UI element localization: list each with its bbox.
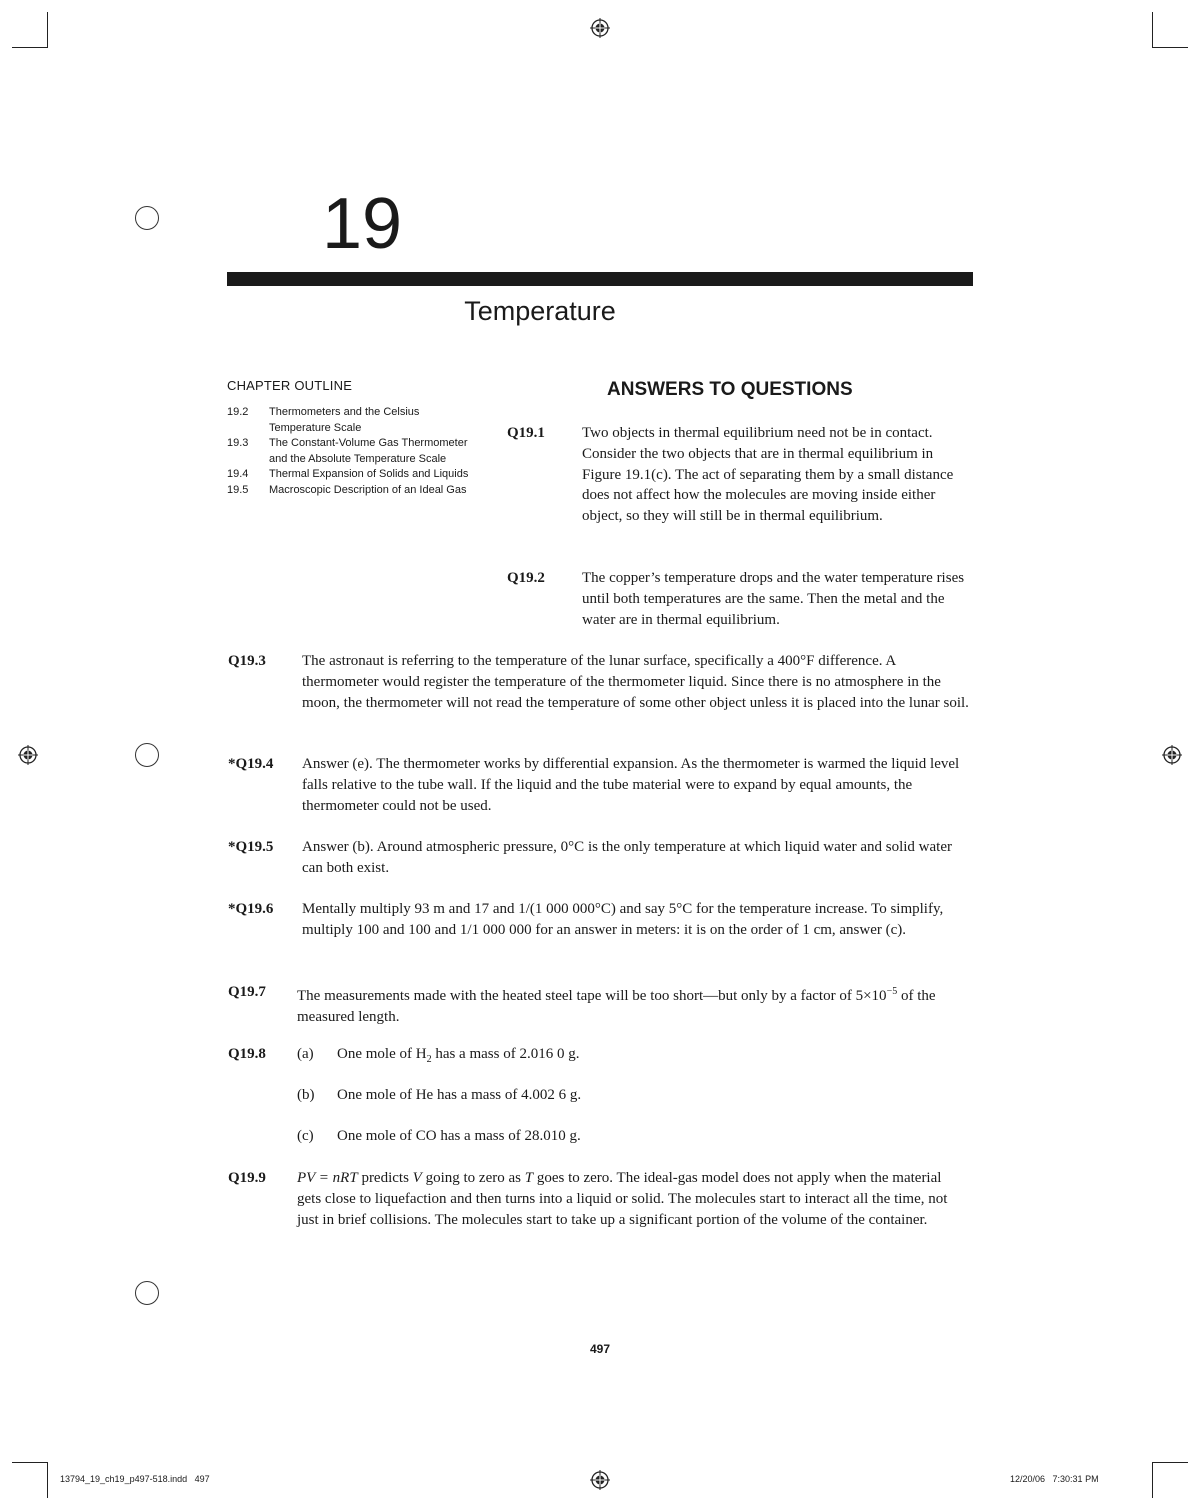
question-q19-8 — [228, 1044, 973, 1154]
outline-heading: CHAPTER OUTLINE — [227, 378, 353, 393]
outline-item-number: 19.2 — [227, 406, 249, 418]
crop-mark-top-right-h — [1152, 47, 1188, 48]
question-answer: Two objects in thermal equilibrium need not be in contact. Consider the two objects that are in thermal equilibrium in Figure 19.1(c). The act of separating them by a small distance does not affect how the molecules are moving inside either object, so they will still be in thermal equilibrium. — [582, 425, 954, 525]
question-id: Q19.2 — [507, 570, 545, 586]
question-id: *Q19.5 — [228, 839, 274, 855]
equation: PV = nRT — [297, 1170, 358, 1186]
registration-mark-bottom — [590, 1470, 610, 1490]
question-answer: The astronaut is referring to the temperature of the lunar surface, specifically a 400°F difference. A thermometer would register the temperature of the thermometer liquid. Since there is no atmosphere in the moon, the thermometer will not read the temperature of some other object unless it is placed into the lunar soil. — [302, 653, 969, 711]
crop-mark-top-left-v — [47, 12, 48, 48]
crop-mark-top-left-h — [12, 47, 48, 48]
variable-v: V — [412, 1170, 422, 1186]
crop-mark-bottom-left-h — [12, 1462, 48, 1463]
answers-heading: ANSWERS TO QUESTIONS — [607, 379, 853, 400]
question-id: Q19.8 — [228, 1046, 266, 1062]
print-slug-filename: 13794_19_ch19_p497-518.indd 497 — [60, 1474, 210, 1484]
question-id: Q19.7 — [228, 984, 266, 1000]
chapter-rule — [227, 272, 973, 286]
outline-item — [227, 467, 477, 483]
part-label: (b) — [297, 1087, 315, 1103]
chapter-number: 19 — [322, 184, 403, 264]
crop-mark-top-right-v — [1152, 12, 1153, 48]
answer-text-end: of the measured length. — [297, 988, 936, 1025]
question-answer: Answer (b). Around atmospheric pressure, 0°C is the only temperature at which liquid water and solid water can both exist. — [302, 839, 952, 876]
outline-item-title: Thermometers and the Celsius Temperature Scale — [269, 406, 420, 434]
question-answer — [297, 1168, 961, 1230]
answer-text: The measurements made with the heated steel tape will be too short—but only by a factor of — [297, 988, 852, 1004]
registration-mark-top — [590, 18, 610, 38]
question-answer: Answer (e). The thermometer works by differential expansion. As the thermometer is warmed the liquid level falls relative to the tube wall. If the liquid and the tube material were to expand by equal amounts, the thermometer could not be used. — [302, 756, 960, 814]
question-id: Q19.9 — [228, 1170, 266, 1186]
question-answer: The copper’s temperature drops and the water temperature rises until both temperatures are the same. Then the metal and the water are in thermal equilibrium. — [582, 570, 965, 628]
crop-mark-bottom-right-v — [1152, 1462, 1153, 1498]
answer-text: predicts — [357, 1170, 413, 1186]
part-text-main: One mole of H — [337, 1046, 427, 1062]
part-text — [337, 1044, 579, 1071]
page-number: 497 — [589, 1342, 611, 1356]
outline-item — [227, 483, 477, 499]
outline-item-title: The Constant-Volume Gas Thermometer and the Absolute Temperature Scale — [269, 437, 468, 465]
chapter-outline — [227, 378, 477, 498]
variable-t: T — [524, 1170, 534, 1186]
punch-hole-top — [135, 206, 159, 230]
outline-item — [227, 436, 477, 467]
registration-mark-right — [1162, 745, 1182, 765]
registration-mark-left — [18, 745, 38, 765]
part-text-end: has a mass of 2.016 0 g. — [431, 1046, 580, 1062]
outline-item-number: 19.4 — [227, 468, 249, 480]
outline-item-number: 19.3 — [227, 437, 249, 449]
question-id: *Q19.6 — [228, 901, 274, 917]
outline-item-title: Macroscopic Description of an Ideal Gas — [269, 483, 467, 496]
question-id: Q19.3 — [228, 653, 266, 669]
outline-item-number: 19.5 — [227, 483, 249, 496]
part-text: One mole of CO has a mass of 28.010 g. — [337, 1128, 581, 1144]
part-label: (c) — [297, 1128, 314, 1144]
punch-hole-middle — [135, 743, 159, 767]
chapter-title: Temperature — [464, 296, 616, 326]
question-answer: Mentally multiply 93 m and 17 and 1/(1 000 000°C) and say 5°C for the temperature increase. To simplify, multiply 100 and 100 and 1/1 000 000 for an answer in meters: it is on the order of 1 cm, answer (c). — [302, 901, 944, 938]
crop-mark-bottom-left-v — [47, 1462, 48, 1498]
answer-text-rest: goes to zero. The ideal-gas model does not apply when the material gets close to liquefaction and then turns into a liquid or solid. The molecules start to interact all the time, not just in brief collisions. The molecules start to take up a significant portion of the volume of the container. — [297, 1170, 948, 1228]
answer-text: going to zero as — [421, 1170, 525, 1186]
part-label: (a) — [297, 1046, 314, 1062]
punch-hole-bottom — [135, 1281, 159, 1305]
question-id: *Q19.4 — [228, 756, 274, 772]
scientific-notation: 5×10 — [855, 988, 887, 1004]
exponent: −5 — [886, 986, 898, 997]
outline-item-title: Thermal Expansion of Solids and Liquids — [269, 468, 469, 480]
print-slug-timestamp: 12/20/06 7:30:31 PM — [1010, 1474, 1099, 1484]
part-text: One mole of He has a mass of 4.002 6 g. — [337, 1087, 582, 1103]
question-id: Q19.1 — [507, 425, 545, 441]
subscript: 2 — [426, 1054, 432, 1065]
outline-item — [227, 405, 477, 436]
question-answer — [297, 982, 957, 1028]
crop-mark-bottom-right-h — [1152, 1462, 1188, 1463]
